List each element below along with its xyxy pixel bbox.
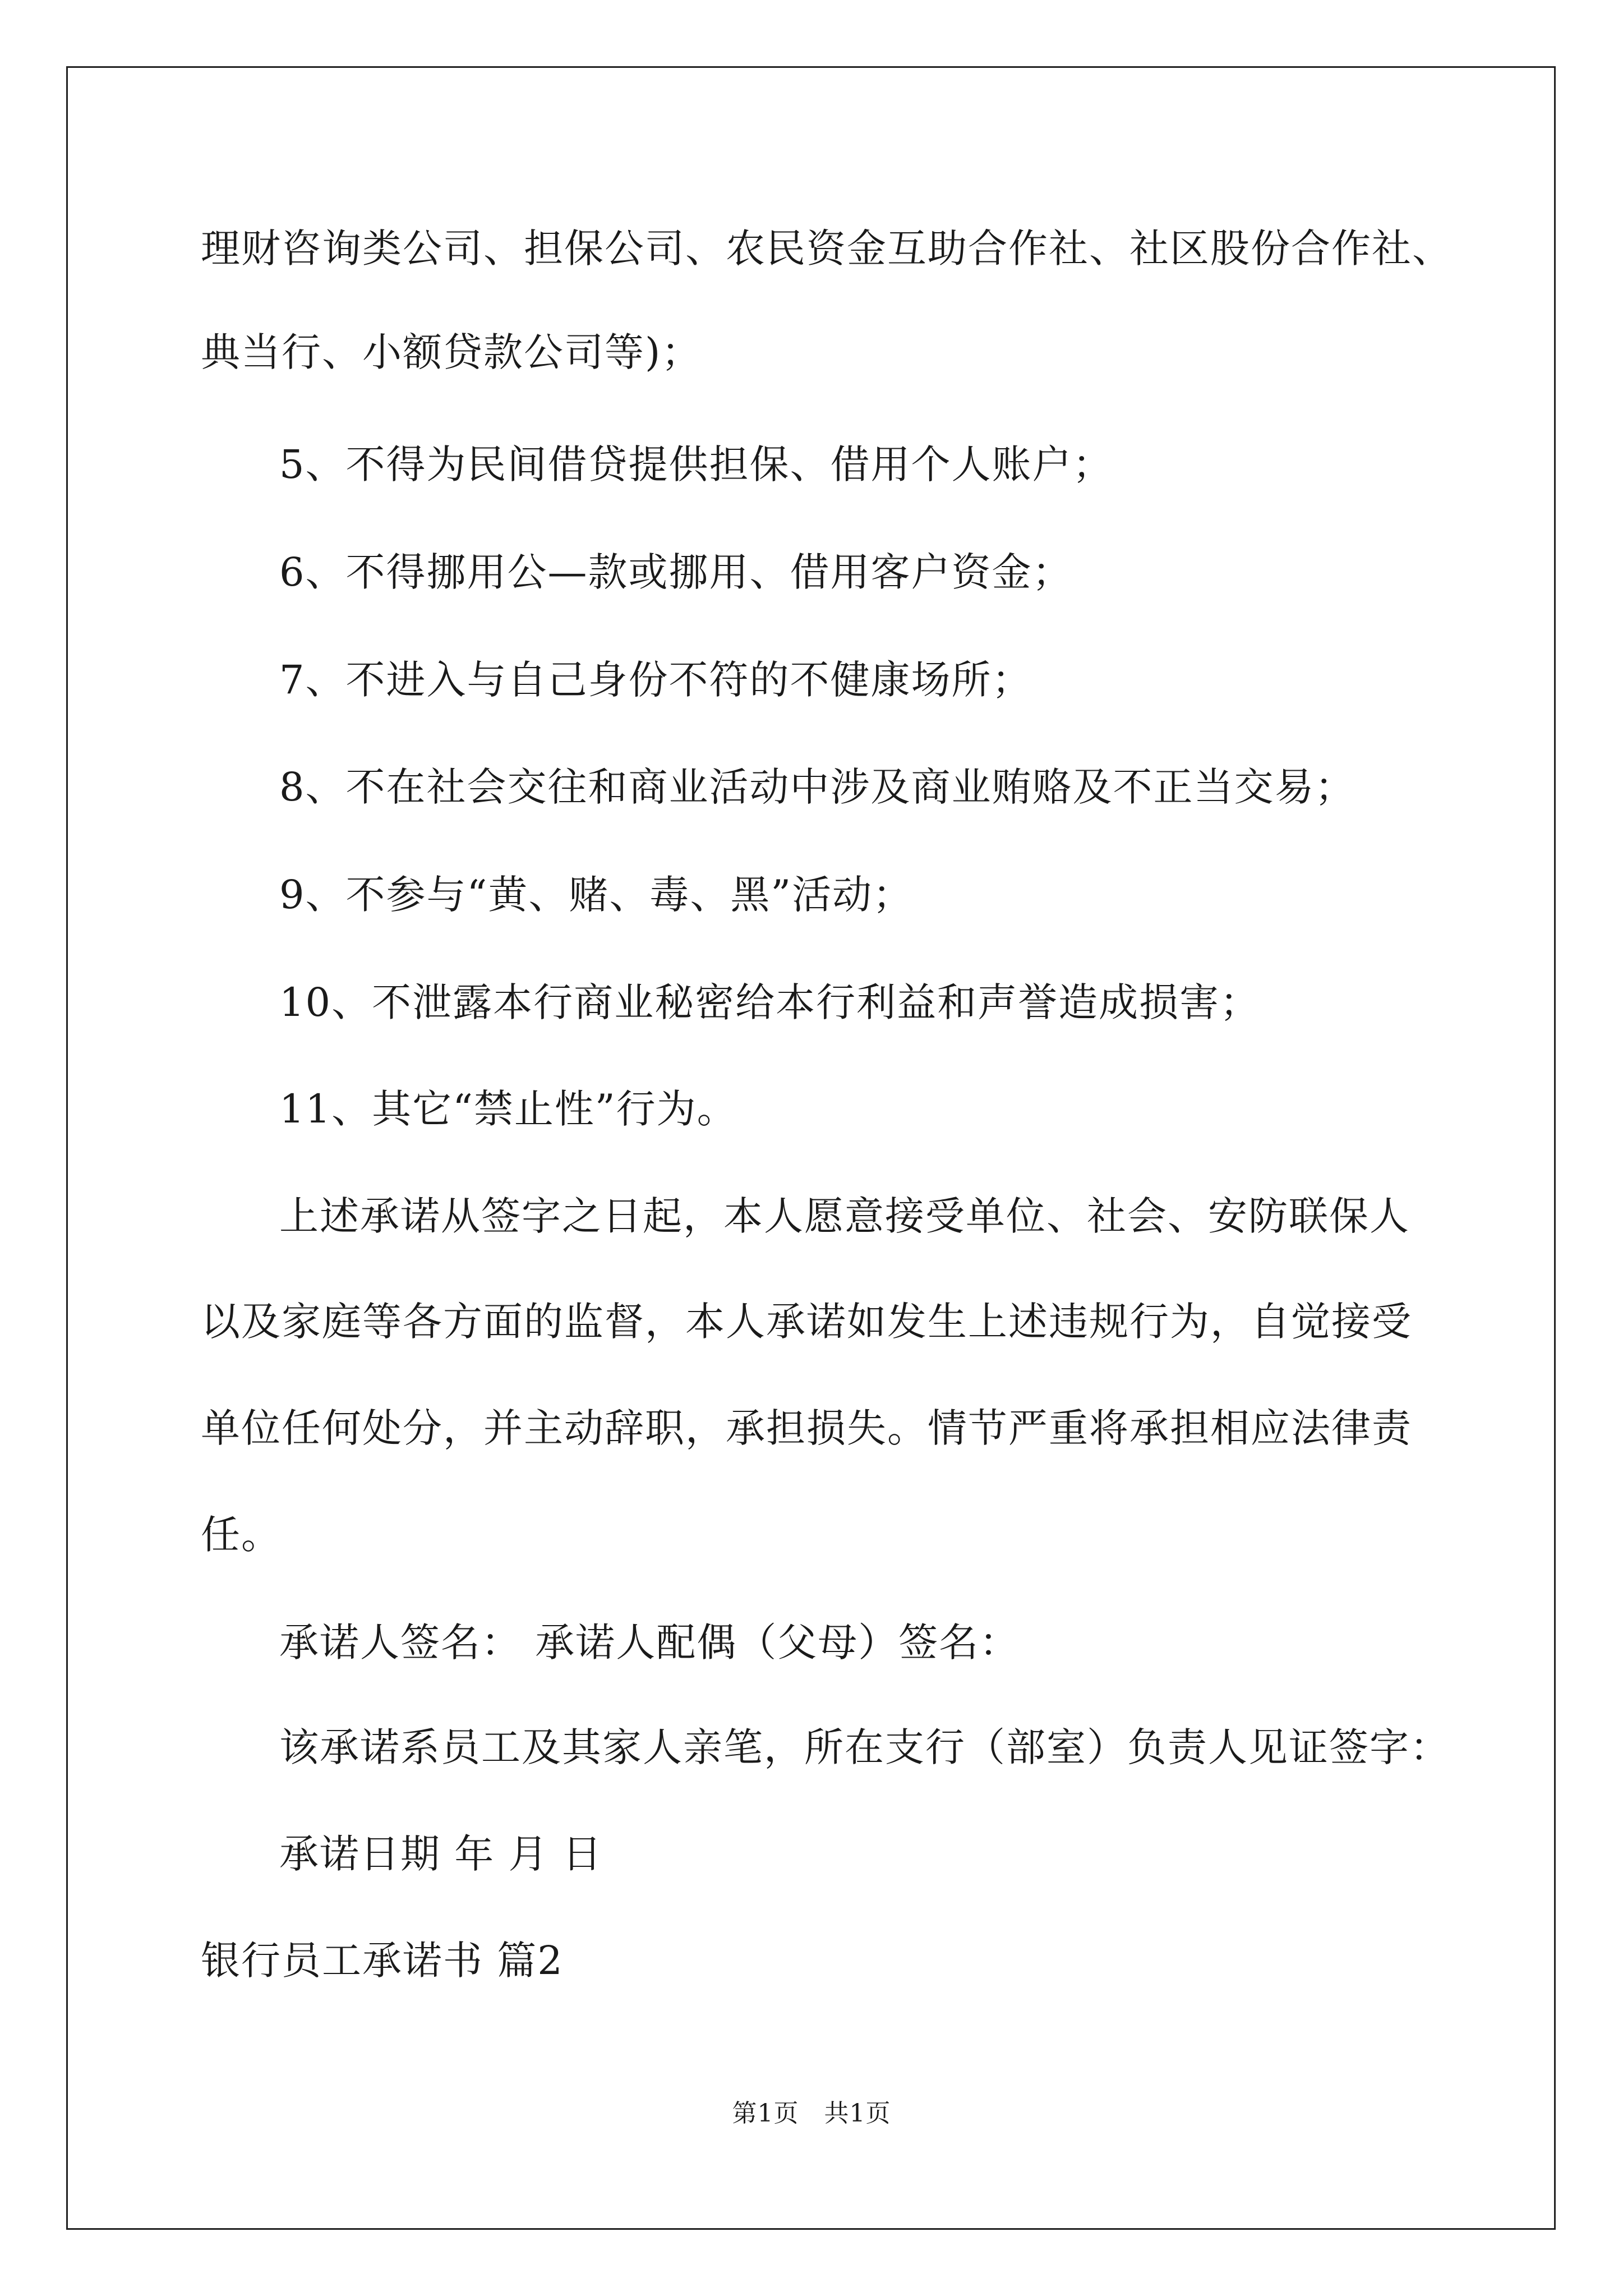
text-line: 理财咨询类公司、担保公司、农民资金互助合作社、社区股份合作社、: [201, 226, 1453, 272]
list-item-5: 5、不得为民间借贷提供担保、借用个人账户；: [279, 441, 1113, 487]
page-number: 第1页 共1页: [732, 2099, 891, 2128]
list-item-11: 11、其它“禁止性”行为。: [279, 1086, 737, 1132]
list-item-10: 10、不泄露本行商业秘密给本行利益和声誉造成损害；: [279, 979, 1261, 1025]
list-item-6: 6、不得挪用公—款或挪用、借用客户资金；: [279, 549, 1073, 595]
list-item-7: 7、不进入与自己身份不符的不健康场所；: [279, 657, 1032, 703]
list-item-9: 9、不参与“黄、赌、毒、黑”活动；: [279, 872, 914, 918]
paragraph-line: 任。: [201, 1512, 282, 1558]
list-item-8: 8、不在社会交往和商业活动中涉及商业贿赂及不正当交易；: [279, 764, 1355, 810]
witness-line: 该承诺系员工及其家人亲笔，所在支行（部室）负责人见证签字：: [279, 1724, 1450, 1770]
paragraph-line: 单位任何处分，并主动辞职，承担损失。情节严重将承担相应法律责: [201, 1405, 1412, 1451]
date-line: 承诺日期 年 月 日: [279, 1831, 603, 1877]
text-line: 典当行、小额贷款公司等)；: [201, 329, 702, 375]
paragraph-line: 上述承诺从签字之日起，本人愿意接受单位、社会、安防联保人: [279, 1193, 1410, 1239]
section-heading: 银行员工承诺书 篇2: [201, 1938, 564, 1984]
paragraph-line: 以及家庭等各方面的监督，本人承诺如发生上述违规行为，自觉接受: [201, 1299, 1412, 1345]
page-border: [66, 66, 1556, 2230]
signature-line: 承诺人签名： 承诺人配偶（父母）签名：: [279, 1619, 1020, 1665]
